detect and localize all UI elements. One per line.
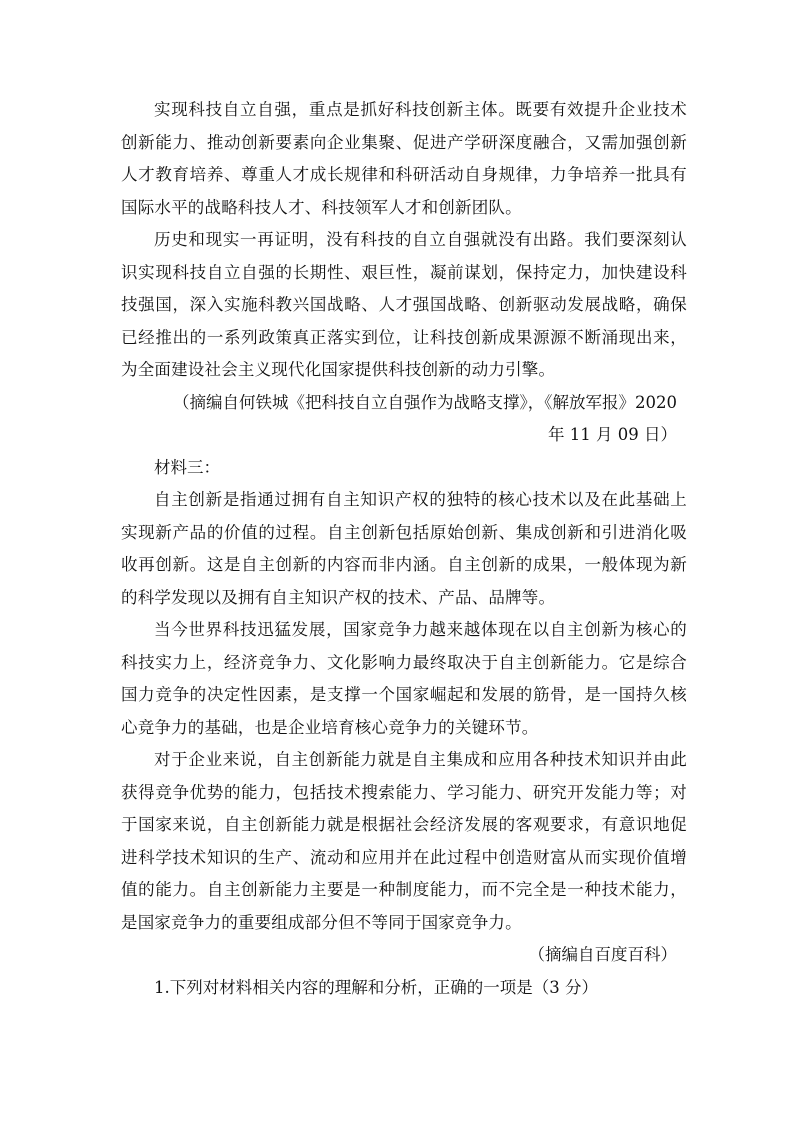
source-citation-material3: （摘编自百度百科） xyxy=(528,945,677,964)
material3-label: 材料三： xyxy=(154,457,220,477)
source-citation-material2: （摘编自何铁城《把科技自立自强作为战略支撑》，《解放军报》2020 年 11 月 09 日） xyxy=(173,392,677,444)
paragraph-material2-2: 历史和现实一再证明，没有科技的自立自强就没有出路。我们要深刻认识实现科技自立自强的长期性、艰巨性，凝前谋划，保持定力，加快建设科技强国，深入实施科教兴国战略、人才强国战略、创新驱动发展战略，确保已经推出的一系列政策真正落实到位，让科技创新成果源源不断涌现出来，为全面建设社会主义现代化国家提供科技创新的动力引擎。 xyxy=(121,230,687,379)
paragraph-material3-3: 对于企业来说，自主创新能力就是自主集成和应用各种技术知识并由此获得竞争优势的能力，包括技术搜索能力、学习能力、研究开发能力等；对于国家来说，自主创新能力就是根据社会经济发展的客观要求，有意识地促进科学技术知识的生产、流动和应用并在此过程中创造财富从而实现价值增值的能力。自主创新能力主要是一种制度能力，而不完全是一种技术能力，是国家竞争力的重要组成部分但不等同于国家竞争力。 xyxy=(121,750,687,932)
paragraph-material3-1: 自主创新是指通过拥有自主知识产权的独特的核心技术以及在此基础上实现新产品的价值的过程。自主创新包括原始创新、集成创新和引进消化吸收再创新。这是自主创新的内容而非内涵。自主创新的成果，一般体现为新的科学发现以及拥有自主知识产权的技术、产品、品牌等。 xyxy=(121,490,687,607)
paragraph-material3-2: 当今世界科技迅猛发展，国家竞争力越来越体现在以自主创新为核心的科技实力上，经济竞争力、文化影响力最终取决于自主创新能力。它是综合国力竞争的决定性因素，是支撑一个国家崛起和发展的筋骨，是一国持久核心竞争力的基础，也是企业培育核心竞争力的关键环节。 xyxy=(121,620,687,737)
question-1: 1.下列对材料相关内容的理解和分析，正确的一项是（3 分） xyxy=(154,977,598,997)
document-page xyxy=(121,94,687,1004)
paragraph-material2-1: 实现科技自立自强，重点是抓好科技创新主体。既要有效提升企业技术创新能力、推动创新要素向企业集聚、促进产学研深度融合，又需加强创新人才教育培养、尊重人才成长规律和科研活动自身规律，力争培养一批具有国际水平的战略科技人才、科技领军人才和创新团队。 xyxy=(121,100,687,217)
